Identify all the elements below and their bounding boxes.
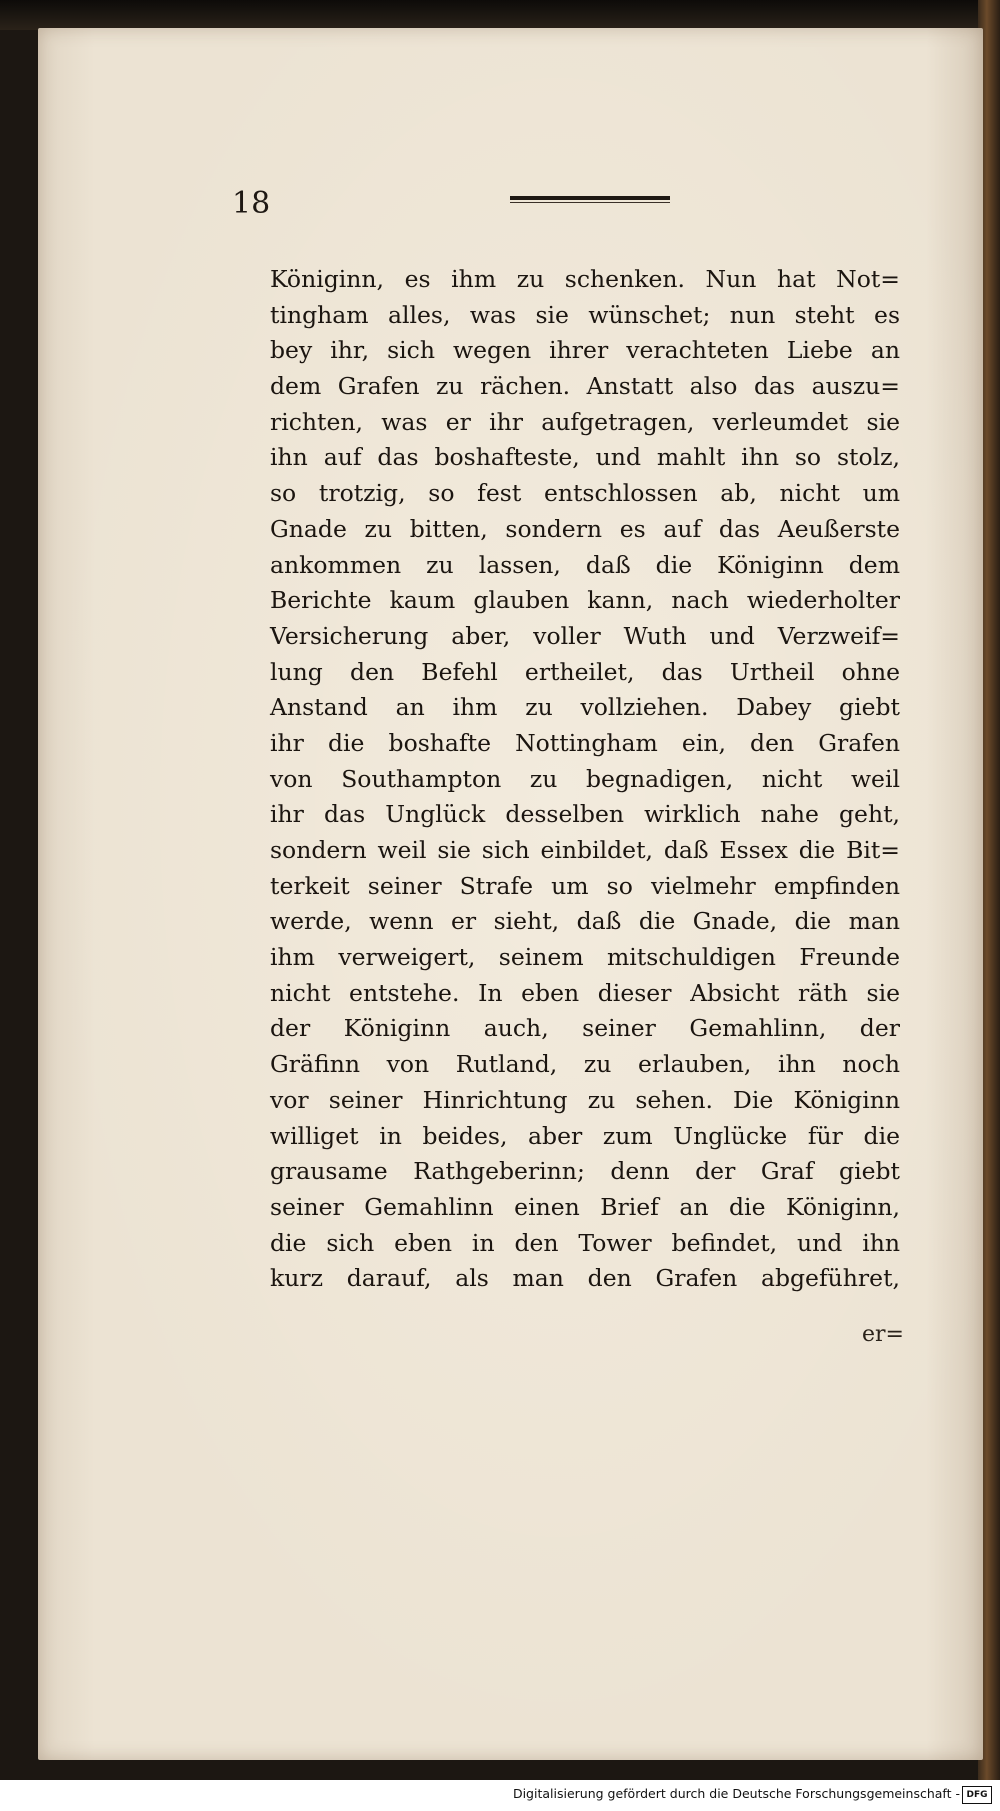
text-line: so trotzig, so fest entschlossen ab, nicht um	[270, 479, 900, 508]
ornament-rule-bar	[510, 196, 670, 200]
text-line: ihr die boshafte Nottingham ein, den Grafen	[270, 728, 900, 757]
text-line: richten, was er ihr aufgetragen, verleumdet sie	[270, 407, 900, 436]
text-line: der Königinn auch, seiner Gemahlinn, der	[270, 1014, 900, 1043]
text-line: grausame Rathgeberinn; denn der Graf giebt	[270, 1157, 900, 1186]
text-line: terkeit seiner Strafe um so vielmehr empfinden	[270, 871, 900, 900]
text-line: von Southampton zu begnadigen, nicht weil	[270, 764, 900, 793]
text-line: Gräfinn von Rutland, zu erlauben, ihn noch	[270, 1050, 900, 1079]
scan-background-top	[0, 0, 1000, 30]
text-line: lung den Befehl ertheilet, das Urtheil ohne	[270, 657, 900, 686]
text-line: kurz darauf, als man den Grafen abgeführet,	[270, 1264, 900, 1293]
text-line: ihn auf das boshafteste, und mahlt ihn so stolz,	[270, 443, 900, 472]
funding-credit: Digitalisierung gefördert durch die Deutsche Forschungsgemeinschaft -	[512, 1786, 960, 1801]
text-line: nicht entstehe. In eben dieser Absicht räth sie	[270, 978, 900, 1007]
text-line: seiner Gemahlinn einen Brief an die Königinn,	[270, 1192, 900, 1221]
catchword: er=	[862, 1322, 904, 1347]
text-line: tingham alles, was sie wünschet; nun steht es	[270, 300, 900, 329]
text-line: ankommen zu lassen, daß die Königinn dem	[270, 550, 900, 579]
text-line: Königinn, es ihm zu schenken. Nun hat Not=	[270, 265, 900, 293]
page-number: 18	[232, 186, 271, 221]
text-line: vor seiner Hinrichtung zu sehen. Die Königinn	[270, 1085, 900, 1114]
text-line: die sich eben in den Tower befindet, und ihn	[270, 1228, 900, 1257]
ornament-rule	[510, 196, 670, 206]
text-line: dem Grafen zu rächen. Anstatt also das auszu=	[270, 372, 900, 401]
body-text	[270, 262, 900, 1297]
text-line: Gnade zu bitten, sondern es auf das Aeußerste	[270, 514, 900, 543]
dfg-logo: DFG	[962, 1786, 992, 1804]
text-line: bey ihr, sich wegen ihrer verachteten Liebe an	[270, 336, 900, 365]
text-line: werde, wenn er sieht, daß die Gnade, die man	[270, 907, 900, 936]
text-line: sondern weil sie sich einbildet, daß Essex die Bit=	[270, 836, 900, 864]
text-line: Versicherung aber, voller Wuth und Verzweif=	[270, 621, 900, 650]
text-line: ihr das Unglück desselben wirklich nahe geht,	[270, 800, 900, 829]
text-line: Anstand an ihm zu vollziehen. Dabey giebt	[270, 693, 900, 722]
ornament-rule-line	[510, 202, 670, 203]
text-line: williget in beides, aber zum Unglücke für die	[270, 1121, 900, 1150]
text-line: Berichte kaum glauben kann, nach wiederholter	[270, 586, 900, 615]
text-line: ihm verweigert, seinem mitschuldigen Freunde	[270, 943, 900, 972]
